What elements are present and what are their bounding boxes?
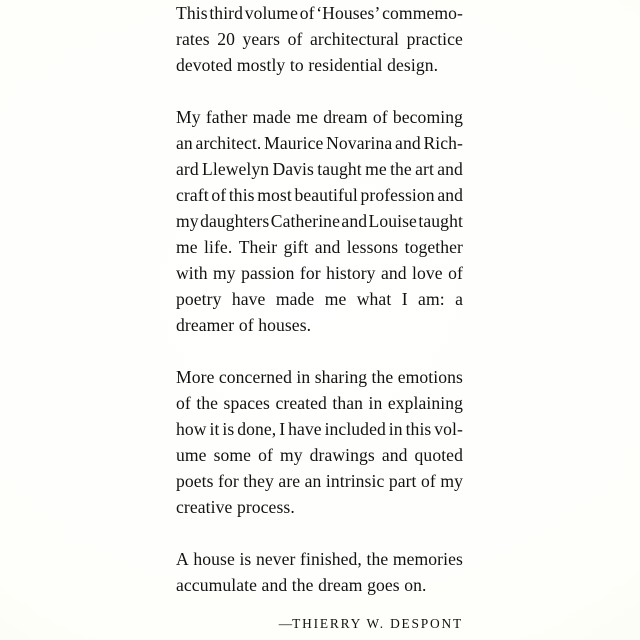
word: years (242, 29, 281, 49)
word: Their (238, 237, 278, 257)
word: an (176, 133, 193, 153)
word: architectural (309, 29, 400, 49)
word: sharing (314, 367, 368, 387)
word: ume (176, 445, 207, 465)
text-line (176, 364, 463, 390)
text-line (176, 494, 463, 520)
word: memories (392, 549, 463, 569)
word: have (231, 289, 266, 309)
word: drawings (309, 445, 375, 465)
word: they (243, 471, 274, 491)
word: Catherine (270, 211, 340, 231)
word: to (289, 55, 304, 75)
word: third (209, 3, 243, 23)
word: made (252, 107, 292, 127)
word: for (218, 471, 239, 491)
word: the (371, 367, 394, 387)
word: A (176, 549, 189, 569)
text-line (176, 208, 463, 234)
word: emotions (397, 367, 463, 387)
word: what (356, 289, 392, 309)
paragraph (176, 546, 463, 598)
word: is (222, 419, 235, 439)
word: and (395, 133, 421, 153)
foreword-text-block (176, 0, 463, 598)
word: in (368, 393, 383, 413)
word: my (440, 471, 463, 491)
word: commemo- (382, 3, 463, 23)
word: some (213, 445, 252, 465)
word: beautiful (294, 185, 358, 205)
word: of (287, 29, 303, 49)
word: devoted (176, 55, 233, 75)
word: house (193, 549, 235, 569)
text-line (176, 104, 463, 130)
text-line (176, 130, 463, 156)
word: me (324, 289, 347, 309)
word: taught (418, 211, 463, 231)
word: of (258, 445, 273, 465)
word: Davis (272, 159, 314, 179)
word: practice (406, 29, 463, 49)
text-line (176, 234, 463, 260)
text-line (176, 468, 463, 494)
word: craft (176, 185, 209, 205)
word: of (176, 393, 191, 413)
word: the (366, 549, 389, 569)
word: and (341, 211, 368, 231)
word: this (228, 185, 255, 205)
text-line (176, 390, 463, 416)
word: dreamer (176, 315, 235, 335)
word: Louise (368, 211, 417, 231)
word: for (299, 263, 321, 283)
word: am: (418, 289, 445, 309)
word: volume (244, 3, 298, 23)
text-line (176, 286, 463, 312)
paragraph (176, 104, 463, 338)
word: intrinsic (325, 471, 385, 491)
word: passion (241, 263, 295, 283)
word: process. (236, 497, 295, 517)
word: ard (176, 159, 199, 179)
em-dash: — (278, 616, 293, 631)
word: me (176, 237, 198, 257)
word: ‘Houses’ (316, 3, 381, 23)
word: included (324, 419, 386, 439)
text-line (176, 546, 463, 572)
word: the (196, 393, 219, 413)
word: made (275, 289, 315, 309)
word: and (437, 159, 463, 179)
word: me (296, 107, 318, 127)
word: houses. (258, 315, 312, 335)
word: Rich- (423, 133, 463, 153)
word: history (326, 263, 376, 283)
word: than (332, 393, 363, 413)
word: spaces (223, 393, 270, 413)
word: mostly (236, 55, 286, 75)
word: and (437, 185, 463, 205)
word: my (213, 263, 236, 283)
word: done, (237, 419, 277, 439)
word: the (390, 159, 412, 179)
paragraph (176, 364, 463, 520)
word: in (388, 419, 403, 439)
text-line (176, 442, 463, 468)
text-line (176, 260, 463, 286)
word: the (291, 575, 314, 595)
word: with (176, 263, 208, 283)
word: on. (404, 575, 427, 595)
word: of (299, 3, 315, 23)
word: More (176, 367, 215, 387)
word: vol- (434, 419, 463, 439)
word: art (415, 159, 434, 179)
word: have (288, 419, 322, 439)
word: poetry (176, 289, 222, 309)
text-line (176, 312, 463, 338)
word: and (314, 237, 341, 257)
word: created (275, 393, 327, 413)
word: poets (176, 471, 214, 491)
word: is (239, 549, 252, 569)
word: this (405, 419, 432, 439)
word: goes (367, 575, 400, 595)
word: rates (176, 29, 210, 49)
word: lessons (346, 237, 399, 257)
word: daughters (200, 211, 270, 231)
word: a (455, 289, 463, 309)
paragraph (176, 0, 463, 78)
text-line (176, 182, 463, 208)
word: most (257, 185, 292, 205)
word: becoming (392, 107, 463, 127)
word: I (401, 289, 408, 309)
word: of (421, 471, 436, 491)
word: part (388, 471, 417, 491)
word: Llewelyn (202, 159, 270, 179)
word: of (448, 263, 463, 283)
text-line (176, 156, 463, 182)
author-attribution (176, 614, 463, 634)
word: are (278, 471, 301, 491)
word: taught (317, 159, 362, 179)
word: me (365, 159, 387, 179)
word: dream (323, 107, 368, 127)
word: never (255, 549, 296, 569)
word: my (176, 211, 199, 231)
text-line (176, 26, 463, 52)
text-line (176, 416, 463, 442)
word: life. (204, 237, 233, 257)
word: my (279, 445, 303, 465)
word: explaining (387, 393, 463, 413)
word: finished, (300, 549, 362, 569)
word: architect. (195, 133, 262, 153)
word: of (211, 185, 227, 205)
word: concerned (218, 367, 292, 387)
word: and (380, 263, 407, 283)
word: 20 (217, 29, 235, 49)
word: quoted (414, 445, 463, 465)
word: I (279, 419, 286, 439)
word: love (412, 263, 443, 283)
word: Novarina (326, 133, 393, 153)
word: creative (176, 497, 233, 517)
word: gift (283, 237, 309, 257)
word: profession (360, 185, 435, 205)
word: of (372, 107, 388, 127)
word: design. (387, 55, 439, 75)
text-line (176, 0, 463, 26)
text-line (176, 572, 463, 598)
word: father (205, 107, 248, 127)
word: residential (308, 55, 383, 75)
word: how (176, 419, 207, 439)
word: of (238, 315, 254, 335)
word: and (381, 445, 408, 465)
author-name: THIERRY W. DESPONT (292, 616, 463, 631)
word: it (209, 419, 220, 439)
word: and (261, 575, 288, 595)
word: an (304, 471, 322, 491)
word: dream (318, 575, 363, 595)
word: Maurice (264, 133, 324, 153)
text-line (176, 52, 463, 78)
word: This (176, 3, 208, 23)
word: My (176, 107, 201, 127)
word: together (404, 237, 463, 257)
word: accumulate (176, 575, 257, 595)
word: in (296, 367, 311, 387)
